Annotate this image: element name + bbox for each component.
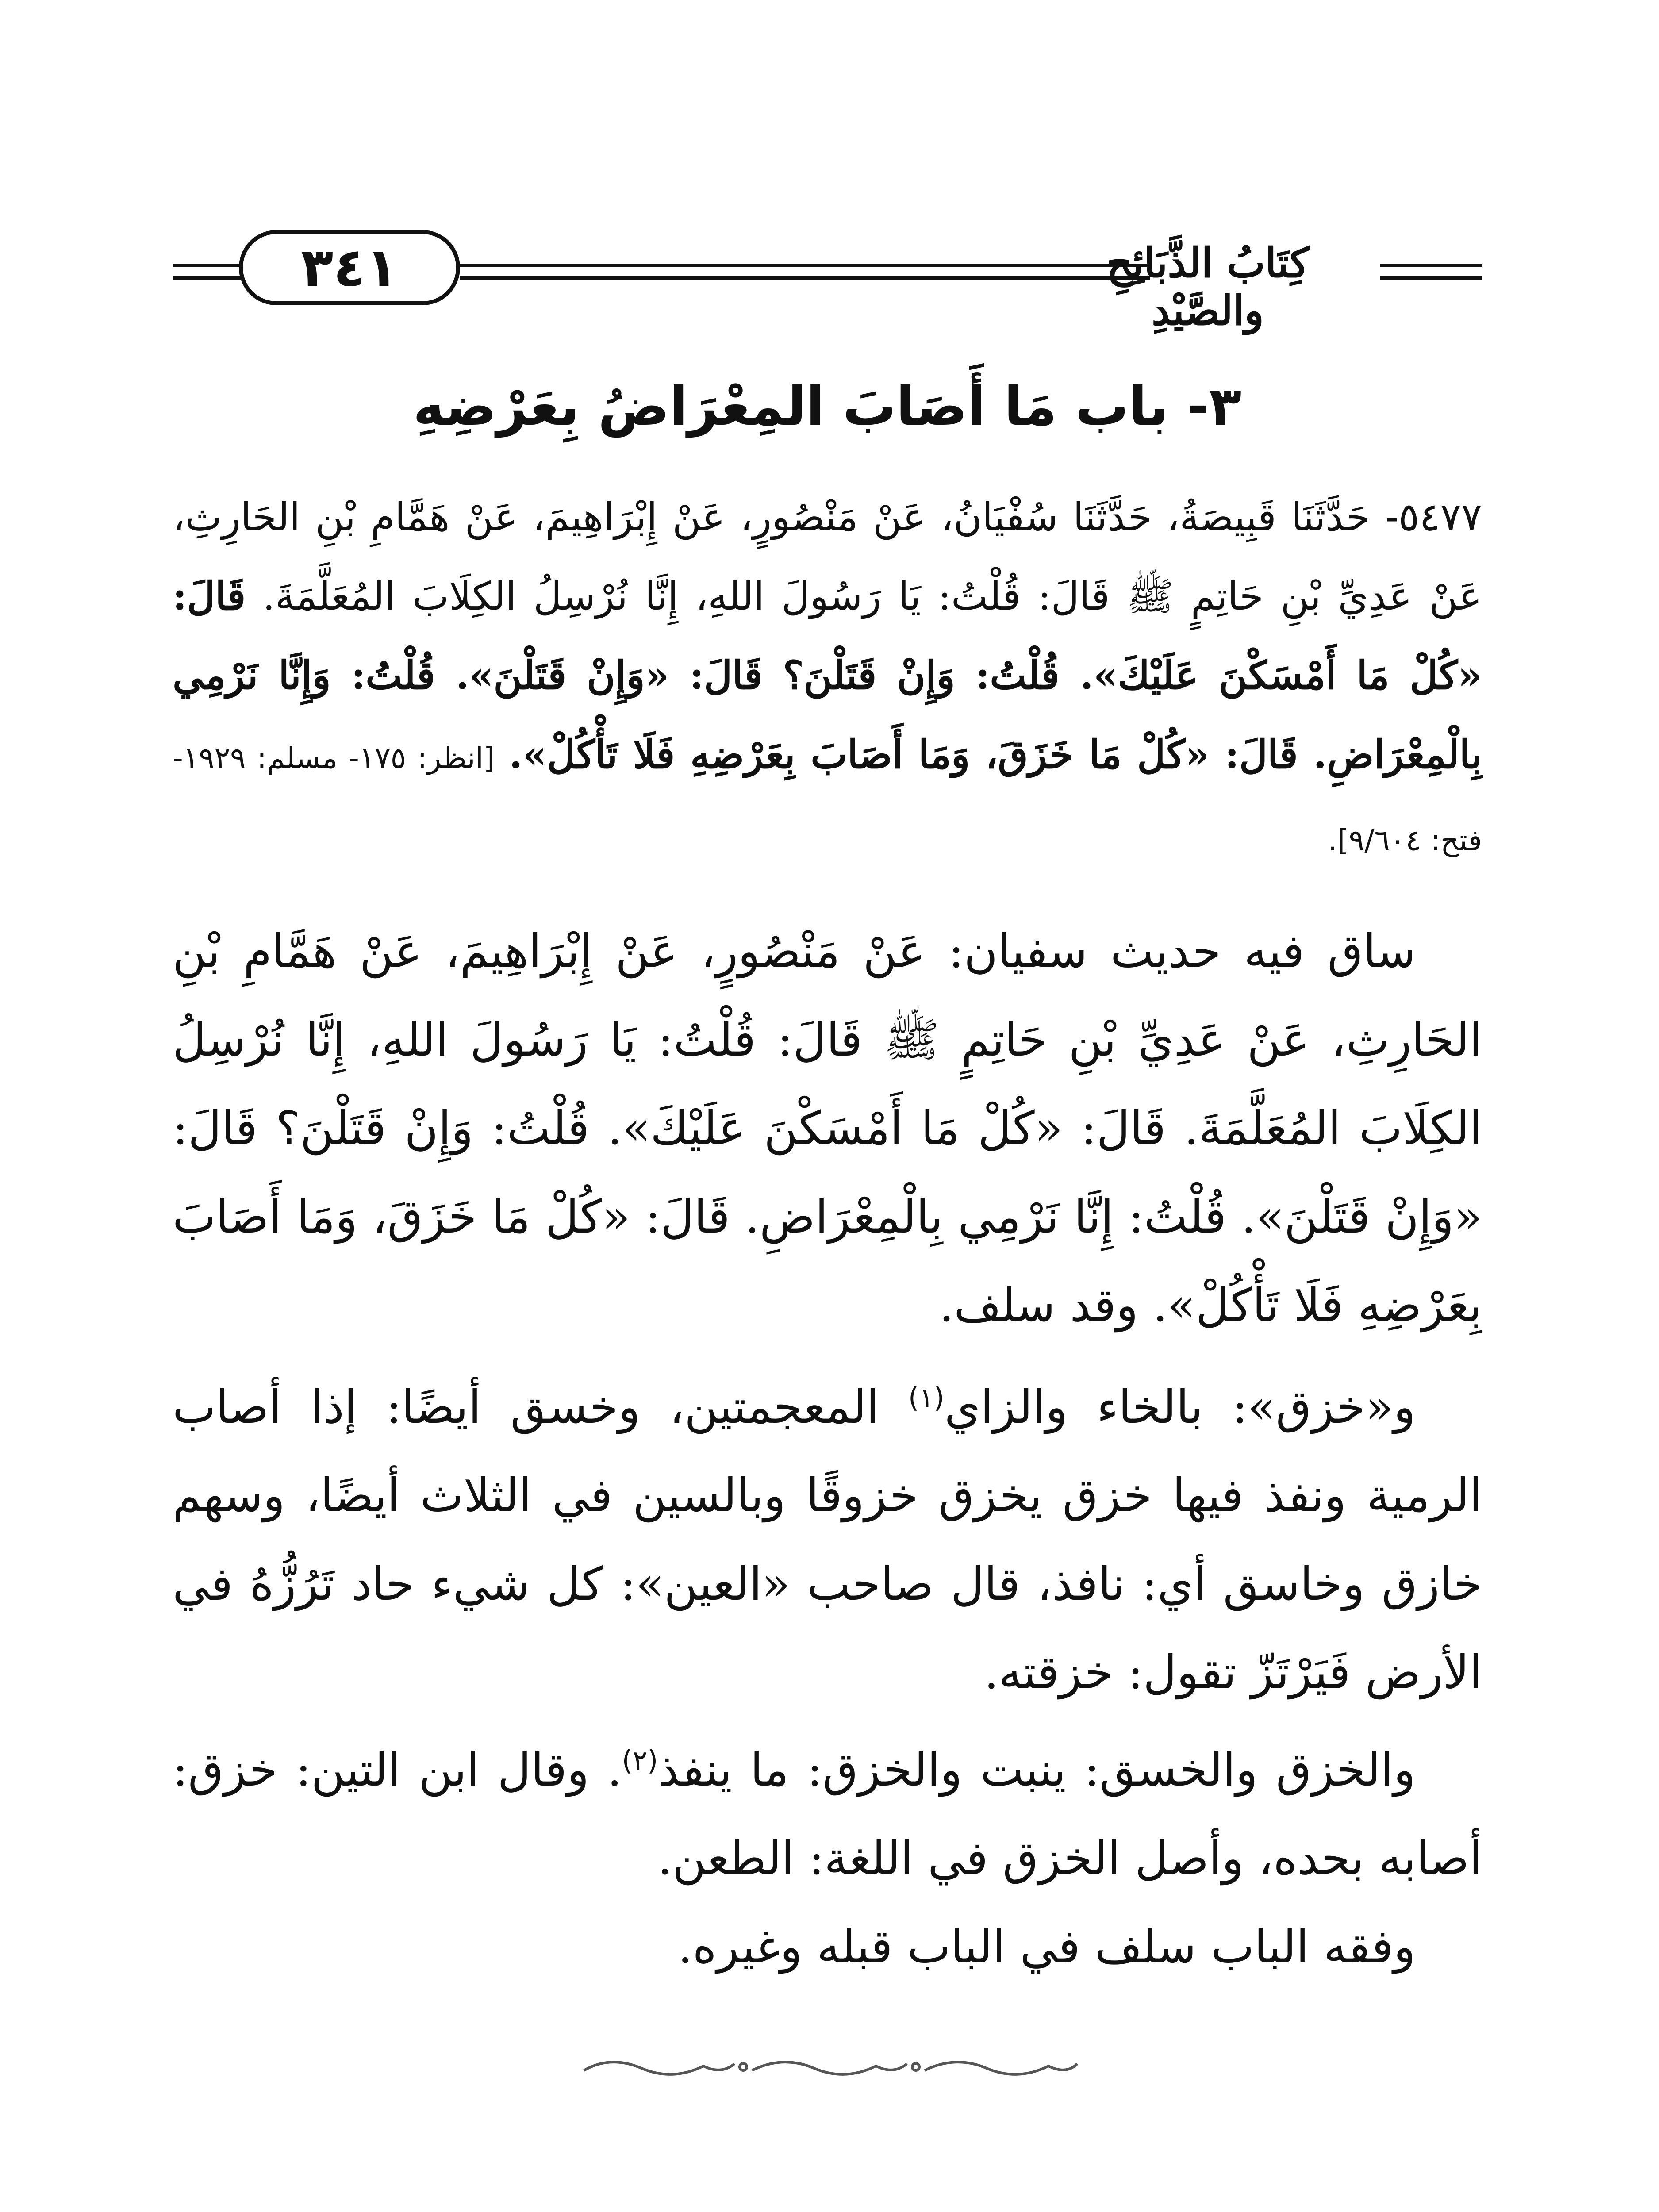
ornament-divider: [575, 2053, 1084, 2079]
hadith-isnad: حَدَّثَنَا قَبِيصَةُ، حَدَّثَنَا سُفْيَانُ، عَنْ مَنْصُورٍ، عَنْ إِبْرَاهِيمَ، عَنْ هَمَّامِ بْنِ الحَارِثِ، عَنْ عَدِيِّ بْنِ حَاتِمٍ ﷺ قَالَ: قُلْتُ: يَا رَسُولَ اللهِ، إِنَّا نُرْسِلُ الكِلَابَ المُعَلَّمَةَ.: [173, 494, 1482, 619]
commentary-paragraph: [173, 1725, 1482, 1902]
commentary-text: . وقال ابن التين: خزق: أصابه بحده، وأصل الخزق في اللغة: الطعن.: [173, 1743, 1482, 1885]
commentary-text: و«خزق»: بالخاء والزاي: [944, 1380, 1416, 1434]
commentary-paragraph: [173, 907, 1482, 1349]
commentary-text: ساق فيه حديث سفيان: عَنْ مَنْصُورٍ، عَنْ إِبْرَاهِيمَ، عَنْ هَمَّامِ بْنِ الحَارِثِ، عَنْ عَدِيِّ بْنِ حَاتِمٍ ﷺ قَالَ: قُلْتُ: يَا رَسُولَ اللهِ، إِنَّا نُرْسِلُ الكِلَابَ المُعَلَّمَةَ. قَالَ: «كُلْ مَا أَمْسَكْنَ عَلَيْكَ». قُلْتُ: وَإِنْ قَتَلْنَ؟ قَالَ: «وَإِنْ قَتَلْنَ». قُلْتُ: إِنَّا نَرْمِي بِالْمِعْرَاضِ. قَالَ: «كُلْ مَا خَزَقَ، وَمَا أَصَابَ بِعَرْضِهِ فَلَا تَأْكُلْ». وقد سلف.: [173, 924, 1482, 1332]
header-rule-left: [173, 264, 243, 267]
commentary-paragraph: [173, 1902, 1482, 1991]
page-number: ٣٤١: [239, 230, 460, 305]
commentary-text: وفقه الباب سلف في الباب قبله وغيره.: [678, 1920, 1416, 1974]
header-rule-middle: [460, 264, 1150, 267]
book-title: كِتَابُ الذَّبَائِحِ والصَّيْدِ: [1106, 239, 1310, 334]
hadith-number: ٥٤٧٧-: [1385, 494, 1482, 540]
chapter-title: ٣- باب مَا أَصَابَ المِعْرَاضُ بِعَرْضِهِ: [413, 376, 1242, 438]
commentary-text: المعجمتين، وخسق أيضًا: إذا أصاب الرمية ونفذ فيها خزق يخزق خزوقًا وبالسين في الثلاث أيضًا، وسهم خازق وخاسق أي: نافذ، قال صاحب «العين»: كل شيء حاد تَرُزُّهُ في الأرض فَيَرْتَزّ تقول: خزقته.: [173, 1380, 1482, 1699]
footnote-marker[interactable]: (١): [908, 1381, 945, 1414]
commentary-paragraph: [173, 1363, 1482, 1717]
hadith-reference: [انظر: ١٧٥- مسلم: ١٩٢٩- فتح: ٩/٦٠٤].: [173, 741, 1482, 857]
footnote-marker[interactable]: (٢): [622, 1744, 658, 1777]
hadith-matn: قَالَ: «كُلْ مَا أَمْسَكْنَ عَلَيْكَ». قُلْتُ: وَإِنْ قَتَلْنَ؟ قَالَ: «وَإِنْ قَتَلْنَ». قُلْتُ: وَإِنَّا نَرْمِي بِالْمِعْرَاضِ. قَالَ: «كُلْ مَا خَزَقَ، وَمَا أَصَابَ بِعَرْضِهِ فَلَا تَأْكُلْ».: [173, 573, 1482, 777]
running-header: [173, 221, 1482, 334]
commentary-text: والخزق والخسق: ينبت والخزق: ما ينفذ: [658, 1743, 1416, 1797]
header-rule-right: [1380, 264, 1482, 267]
hadith-text: [173, 478, 1482, 880]
